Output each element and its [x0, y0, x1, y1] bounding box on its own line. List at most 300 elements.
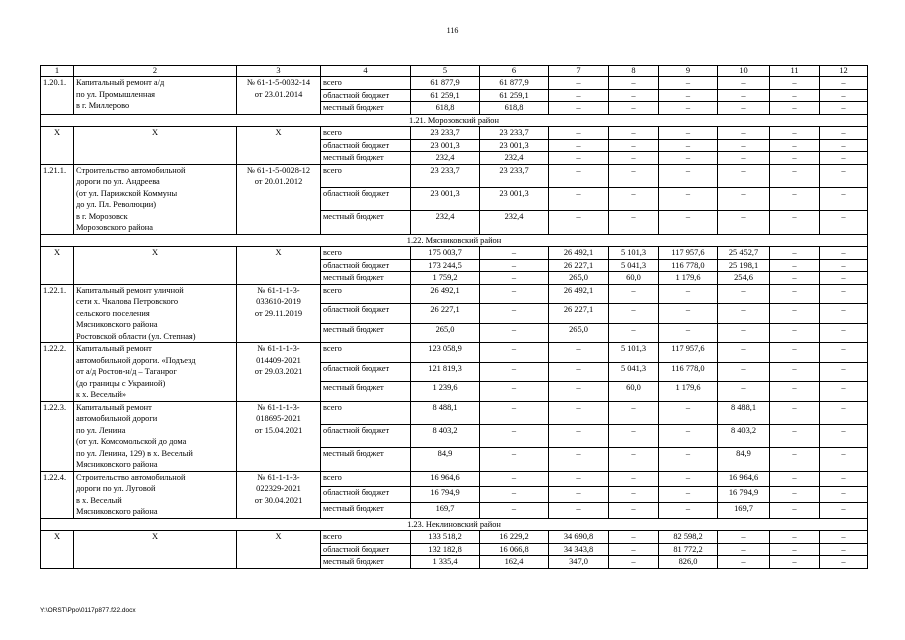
amount-v6: 162,4	[480, 556, 549, 569]
amount-v12: –	[820, 543, 868, 556]
amount-v12: –	[820, 401, 868, 424]
x-mark: Х	[74, 127, 237, 165]
amount-v5: 1 239,6	[411, 382, 480, 402]
amount-v11: –	[770, 247, 820, 260]
amount-v8: –	[609, 471, 659, 487]
x-mark: Х	[74, 247, 237, 285]
amount-v9: –	[659, 211, 718, 234]
amount-v5: 23 233,7	[411, 164, 480, 187]
amount-v11: –	[770, 502, 820, 518]
table-row	[41, 164, 868, 187]
amount-v7: –	[549, 382, 609, 402]
amount-v12: –	[820, 362, 868, 382]
amount-v10: –	[718, 556, 770, 569]
amount-v6: –	[480, 323, 549, 343]
amount-v5: 61 259,1	[411, 89, 480, 102]
x-mark: Х	[41, 247, 74, 285]
item-name-line: Капитальный ремонт	[76, 344, 152, 353]
amount-v10: –	[718, 127, 770, 140]
amount-v12: –	[820, 424, 868, 447]
amount-v7: –	[549, 139, 609, 152]
section-row	[41, 234, 868, 247]
amount-v7: –	[549, 211, 609, 234]
amount-v9: –	[659, 187, 718, 210]
funding-source: всего	[321, 284, 411, 304]
amount-v11: –	[770, 284, 820, 304]
amount-v9: –	[659, 502, 718, 518]
amount-v9: –	[659, 304, 718, 324]
amount-v8: 5 101,3	[609, 247, 659, 260]
item-document-line: 014409-2021	[256, 355, 301, 365]
item-name	[74, 471, 237, 518]
amount-v11: –	[770, 362, 820, 382]
amount-v8: –	[609, 89, 659, 102]
item-name-line: по ул. Ленина, 129) в х. Веселый	[76, 448, 193, 458]
amount-v6: –	[480, 424, 549, 447]
amount-v8: –	[609, 102, 659, 115]
amount-v8: –	[609, 284, 659, 304]
amount-v11: –	[770, 139, 820, 152]
page-number: 116	[446, 26, 459, 35]
funding-source: всего	[321, 471, 411, 487]
item-name-line: по ул. Ленина	[76, 425, 126, 435]
amount-v11: –	[770, 531, 820, 544]
funding-source: местный бюджет	[321, 382, 411, 402]
amount-v6: 16 229,2	[480, 531, 549, 544]
amount-v12: –	[820, 187, 868, 210]
amount-v10: –	[718, 102, 770, 115]
amount-v7: 26 492,1	[549, 247, 609, 260]
amount-v8: –	[609, 448, 659, 471]
funding-source: местный бюджет	[321, 556, 411, 569]
item-document	[237, 471, 321, 518]
amount-v7: 265,0	[549, 323, 609, 343]
amount-v6: –	[480, 382, 549, 402]
amount-v11: –	[770, 401, 820, 424]
amount-v8: –	[609, 401, 659, 424]
amount-v5: 84,9	[411, 448, 480, 471]
amount-v8: –	[609, 139, 659, 152]
header-col-12: 12	[820, 66, 868, 77]
funding-source: местный бюджет	[321, 211, 411, 234]
amount-v9: –	[659, 401, 718, 424]
amount-v9: 81 772,2	[659, 543, 718, 556]
amount-v7: 26 227,1	[549, 259, 609, 272]
item-name-line: Мясниковского района	[76, 460, 158, 469]
amount-v5: 23 233,7	[411, 127, 480, 140]
item-document-line: № 61-1-1-3-	[257, 285, 300, 295]
amount-v9: –	[659, 89, 718, 102]
amount-v7: –	[549, 424, 609, 447]
item-name-line: Капитальный ремонт уличной	[76, 285, 184, 295]
budget-table	[40, 65, 868, 569]
item-name-line: по ул. Промышленная	[76, 89, 156, 99]
item-document	[237, 401, 321, 471]
amount-v7: 34 690,8	[549, 531, 609, 544]
item-document	[237, 343, 321, 402]
item-name-line: (от ул. Парижской Коммуны	[76, 188, 178, 198]
amount-v8: 60,0	[609, 272, 659, 285]
amount-v8: –	[609, 531, 659, 544]
table-row	[41, 284, 868, 304]
item-document-line: от 23.01.2014	[254, 89, 303, 99]
funding-source: всего	[321, 531, 411, 544]
amount-v8: –	[609, 164, 659, 187]
table-row	[41, 77, 868, 90]
amount-v5: 1 759,2	[411, 272, 480, 285]
funding-source: местный бюджет	[321, 102, 411, 115]
amount-v6: 61 877,9	[480, 77, 549, 90]
amount-v10: –	[718, 284, 770, 304]
amount-v5: 23 001,3	[411, 187, 480, 210]
amount-v7: –	[549, 502, 609, 518]
amount-v6: –	[480, 502, 549, 518]
amount-v6: –	[480, 448, 549, 471]
amount-v6: –	[480, 401, 549, 424]
item-name-line: (от ул. Комсомольской до дома	[76, 437, 187, 446]
amount-v7: 34 343,8	[549, 543, 609, 556]
amount-v11: –	[770, 382, 820, 402]
amount-v7: –	[549, 187, 609, 210]
amount-v10: 16 794,9	[718, 487, 770, 503]
item-name-line: Капитальный ремонт	[76, 402, 152, 412]
amount-v8: –	[609, 502, 659, 518]
item-name-line: дороги по ул. Андреева	[76, 177, 160, 186]
amount-v5: 26 492,1	[411, 284, 480, 304]
amount-v6: –	[480, 272, 549, 285]
item-name-line: Мясниковского района	[76, 507, 158, 516]
amount-v12: –	[820, 247, 868, 260]
amount-v8: 5 101,3	[609, 343, 659, 363]
amount-v12: –	[820, 343, 868, 363]
table-body	[41, 66, 868, 569]
item-name	[74, 284, 237, 343]
amount-v11: –	[770, 448, 820, 471]
amount-v10: 25 452,7	[718, 247, 770, 260]
amount-v6: 23 233,7	[480, 164, 549, 187]
x-mark: Х	[74, 531, 237, 569]
amount-v10: –	[718, 139, 770, 152]
amount-v11: –	[770, 127, 820, 140]
amount-v8: 60,0	[609, 382, 659, 402]
amount-v5: 175 003,7	[411, 247, 480, 260]
amount-v11: –	[770, 259, 820, 272]
amount-v12: –	[820, 487, 868, 503]
amount-v12: –	[820, 382, 868, 402]
amount-v10: –	[718, 543, 770, 556]
item-name-line: в г. Морозовск	[76, 211, 128, 221]
item-document-line: № 61-1-5-0028-12	[246, 165, 311, 175]
item-number: 1.22.3.	[41, 401, 74, 471]
item-document-line: № 61-1-5-0032-14	[246, 78, 311, 87]
amount-v5: 1 335,4	[411, 556, 480, 569]
amount-v10: 25 198,1	[718, 259, 770, 272]
amount-v10: –	[718, 152, 770, 165]
amount-v5: 123 058,9	[411, 343, 480, 363]
x-mark: Х	[41, 531, 74, 569]
amount-v9: –	[659, 487, 718, 503]
funding-source: областной бюджет	[321, 362, 411, 382]
header-col-7: 7	[549, 66, 609, 77]
item-document-line: № 61-1-1-3-	[257, 472, 300, 482]
amount-v6: –	[480, 362, 549, 382]
amount-v8: –	[609, 556, 659, 569]
amount-v10: 169,7	[718, 502, 770, 518]
funding-source: всего	[321, 127, 411, 140]
amount-v12: –	[820, 77, 868, 90]
item-name-line: Строительство автомобильной	[76, 472, 186, 482]
amount-v12: –	[820, 323, 868, 343]
item-document-line: 022329-2021	[256, 484, 301, 493]
amount-v5: 26 227,1	[411, 304, 480, 324]
item-document-line: от 29.11.2019	[254, 308, 303, 318]
amount-v10: –	[718, 211, 770, 234]
amount-v7: –	[549, 102, 609, 115]
table-row	[41, 127, 868, 140]
funding-source: местный бюджет	[321, 448, 411, 471]
header-col-9: 9	[659, 66, 718, 77]
funding-source: всего	[321, 77, 411, 90]
amount-v8: –	[609, 323, 659, 343]
amount-v5: 16 964,6	[411, 471, 480, 487]
item-name-line: дороги по ул. Луговой	[76, 484, 156, 493]
amount-v10: –	[718, 89, 770, 102]
amount-v10: –	[718, 164, 770, 187]
funding-source: областной бюджет	[321, 259, 411, 272]
header-col-10: 10	[718, 66, 770, 77]
amount-v12: –	[820, 284, 868, 304]
amount-v9: –	[659, 139, 718, 152]
amount-v8: –	[609, 211, 659, 234]
section-row	[41, 518, 868, 531]
amount-v6: –	[480, 259, 549, 272]
amount-v11: –	[770, 424, 820, 447]
amount-v11: –	[770, 89, 820, 102]
amount-v9: 826,0	[659, 556, 718, 569]
amount-v10: 254,6	[718, 272, 770, 285]
amount-v7: –	[549, 164, 609, 187]
file-path-footer: Y:\ORST\Ppo\0117p877.f22.docx	[40, 607, 136, 614]
funding-source: всего	[321, 401, 411, 424]
item-number: 1.22.2.	[41, 343, 74, 402]
amount-v11: –	[770, 556, 820, 569]
amount-v6: –	[480, 343, 549, 363]
item-name-line: автомобильной дороги	[76, 414, 158, 423]
item-document	[237, 77, 321, 115]
amount-v9: –	[659, 127, 718, 140]
amount-v12: –	[820, 259, 868, 272]
amount-v7: –	[549, 343, 609, 363]
amount-v11: –	[770, 304, 820, 324]
amount-v6: 23 001,3	[480, 139, 549, 152]
header-col-4: 4	[321, 66, 411, 77]
amount-v6: 23 001,3	[480, 187, 549, 210]
amount-v9: 1 179,6	[659, 272, 718, 285]
funding-source: областной бюджет	[321, 89, 411, 102]
amount-v11: –	[770, 77, 820, 90]
amount-v11: –	[770, 102, 820, 115]
header-col-2: 2	[74, 66, 237, 77]
amount-v9: –	[659, 284, 718, 304]
item-document-line: от 15.04.2021	[254, 425, 303, 435]
amount-v7: –	[549, 77, 609, 90]
amount-v6: –	[480, 284, 549, 304]
section-title: 1.21. Морозовский район	[41, 114, 868, 127]
amount-v12: –	[820, 152, 868, 165]
amount-v6: 232,4	[480, 211, 549, 234]
item-document	[237, 164, 321, 234]
amount-v9: –	[659, 164, 718, 187]
item-name-line: автомобильной дороги. «Подъезд	[76, 355, 196, 365]
amount-v12: –	[820, 304, 868, 324]
amount-v12: –	[820, 89, 868, 102]
table-row	[41, 401, 868, 424]
item-document-line: № 61-1-1-3-	[257, 402, 300, 412]
funding-source: областной бюджет	[321, 139, 411, 152]
amount-v11: –	[770, 164, 820, 187]
amount-v10: 8 403,2	[718, 424, 770, 447]
amount-v10: 16 964,6	[718, 471, 770, 487]
amount-v9: –	[659, 448, 718, 471]
amount-v8: –	[609, 304, 659, 324]
amount-v8: 5 041,3	[609, 362, 659, 382]
item-document-line: 033610-2019	[256, 297, 301, 306]
item-name-line: Мясниковского района	[76, 320, 158, 329]
amount-v7: –	[549, 401, 609, 424]
amount-v9: –	[659, 102, 718, 115]
amount-v7: 265,0	[549, 272, 609, 285]
amount-v11: –	[770, 272, 820, 285]
amount-v8: –	[609, 152, 659, 165]
amount-v6: 16 066,8	[480, 543, 549, 556]
funding-source: местный бюджет	[321, 152, 411, 165]
amount-v12: –	[820, 139, 868, 152]
amount-v7: –	[549, 362, 609, 382]
amount-v8: –	[609, 543, 659, 556]
x-mark: Х	[237, 127, 321, 165]
amount-v11: –	[770, 187, 820, 210]
amount-v7: –	[549, 471, 609, 487]
amount-v9: 116 778,0	[659, 259, 718, 272]
amount-v10: –	[718, 531, 770, 544]
amount-v5: 265,0	[411, 323, 480, 343]
amount-v9: –	[659, 424, 718, 447]
amount-v7: 26 492,1	[549, 284, 609, 304]
amount-v9: –	[659, 152, 718, 165]
item-number: 1.22.1.	[41, 284, 74, 343]
item-name	[74, 77, 237, 115]
amount-v8: –	[609, 127, 659, 140]
header-col-3: 3	[237, 66, 321, 77]
amount-v12: –	[820, 102, 868, 115]
amount-v7: 347,0	[549, 556, 609, 569]
amount-v10: –	[718, 187, 770, 210]
amount-v8: –	[609, 487, 659, 503]
amount-v6: –	[480, 304, 549, 324]
item-number: 1.21.1.	[41, 164, 74, 234]
section-title: 1.22. Мясниковский район	[41, 234, 868, 247]
section-row	[41, 114, 868, 127]
item-name-line: до ул. Пл. Революции)	[76, 200, 157, 209]
item-name	[74, 401, 237, 471]
amount-v5: 61 877,9	[411, 77, 480, 90]
amount-v5: 232,4	[411, 211, 480, 234]
item-name-line: Морозовского района	[76, 223, 153, 232]
item-document-line: 018695-2021	[256, 414, 301, 423]
amount-v5: 8 403,2	[411, 424, 480, 447]
amount-v10: –	[718, 343, 770, 363]
table-row	[41, 531, 868, 544]
amount-v8: –	[609, 77, 659, 90]
header-row	[41, 66, 868, 77]
funding-source: местный бюджет	[321, 272, 411, 285]
funding-source: местный бюджет	[321, 323, 411, 343]
table-row	[41, 471, 868, 487]
amount-v5: 132 182,8	[411, 543, 480, 556]
funding-source: всего	[321, 164, 411, 187]
item-name-line: (до границы с Украиной)	[76, 378, 166, 388]
amount-v10: –	[718, 304, 770, 324]
amount-v7: –	[549, 448, 609, 471]
funding-source: областной бюджет	[321, 543, 411, 556]
amount-v10: –	[718, 77, 770, 90]
amount-v12: –	[820, 272, 868, 285]
item-document	[237, 284, 321, 343]
item-name-line: в х. Веселый	[76, 495, 122, 505]
amount-v5: 121 819,3	[411, 362, 480, 382]
funding-source: областной бюджет	[321, 304, 411, 324]
amount-v10: –	[718, 362, 770, 382]
item-number: 1.20.1.	[41, 77, 74, 115]
item-name-line: сети х. Чкалова Петровского	[76, 297, 179, 306]
item-name-line: в г. Миллерово	[76, 101, 130, 110]
amount-v6: –	[480, 471, 549, 487]
item-document-line: № 61-1-1-3-	[257, 344, 300, 353]
amount-v5: 232,4	[411, 152, 480, 165]
amount-v11: –	[770, 471, 820, 487]
funding-source: всего	[321, 343, 411, 363]
funding-source: всего	[321, 247, 411, 260]
funding-source: областной бюджет	[321, 187, 411, 210]
item-name-line: Капитальный ремонт а/д	[76, 78, 165, 87]
amount-v6: 232,4	[480, 152, 549, 165]
table-row	[41, 247, 868, 260]
amount-v8: –	[609, 187, 659, 210]
x-mark: Х	[237, 531, 321, 569]
amount-v12: –	[820, 127, 868, 140]
amount-v9: 116 778,0	[659, 362, 718, 382]
amount-v5: 173 244,5	[411, 259, 480, 272]
amount-v7: –	[549, 487, 609, 503]
amount-v5: 169,7	[411, 502, 480, 518]
amount-v6: 618,8	[480, 102, 549, 115]
amount-v6: 23 233,7	[480, 127, 549, 140]
amount-v12: –	[820, 556, 868, 569]
amount-v12: –	[820, 502, 868, 518]
amount-v11: –	[770, 323, 820, 343]
amount-v7: –	[549, 152, 609, 165]
header-col-5: 5	[411, 66, 480, 77]
amount-v11: –	[770, 543, 820, 556]
amount-v11: –	[770, 152, 820, 165]
amount-v6: 61 259,1	[480, 89, 549, 102]
amount-v10: 8 488,1	[718, 401, 770, 424]
item-document-line: от 30.04.2021	[254, 495, 303, 505]
amount-v9: 82 598,2	[659, 531, 718, 544]
item-name-line: сельского поселения	[76, 308, 150, 318]
item-number: 1.22.4.	[41, 471, 74, 518]
amount-v10: –	[718, 323, 770, 343]
